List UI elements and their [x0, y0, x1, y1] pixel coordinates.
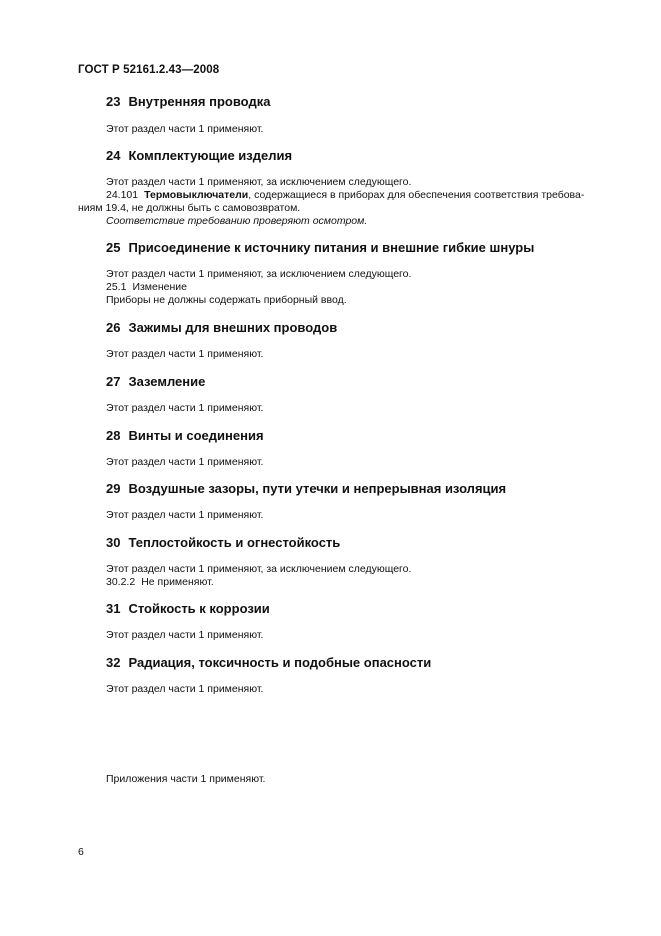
section-text: Этот раздел части 1 применяют, за исключением следующего. [106, 268, 412, 280]
section-title: Стойкость к коррозии [128, 601, 270, 616]
section-heading [106, 94, 270, 109]
clause-text: Приборы не должны содержать приборный ввод. [106, 294, 347, 306]
section-title: Теплостойкость и огнестойкость [128, 535, 341, 550]
section-number: 32 [106, 655, 121, 670]
section-title: Радиация, токсичность и подобные опасности [128, 655, 432, 670]
section-number: 27 [106, 374, 121, 389]
section-heading [106, 320, 337, 335]
section-number: 30 [106, 535, 121, 550]
appendix-note: Приложения части 1 применяют. [106, 773, 266, 785]
section-text: Этот раздел части 1 применяют, за исключением следующего. [106, 176, 412, 188]
clause-number: 30.2.2 [106, 576, 136, 588]
section-title: Комплектующие изделия [128, 148, 293, 163]
clause-term: Термовыключатели [144, 189, 249, 201]
section-text: Этот раздел части 1 применяют. [106, 123, 264, 135]
clause-label: Изменение [132, 281, 187, 293]
section-heading [106, 148, 292, 163]
section-title: Внутренняя проводка [128, 94, 271, 109]
section-number: 28 [106, 428, 121, 443]
clause-25-1 [106, 281, 187, 294]
section-number: 29 [106, 481, 121, 496]
section-number: 24 [106, 148, 121, 163]
section-heading [106, 428, 264, 443]
section-text: Этот раздел части 1 применяют. [106, 402, 264, 414]
section-heading [106, 601, 270, 616]
section-heading [106, 655, 431, 670]
compliance-note: Соответствие требованию проверяют осмотром. [106, 215, 368, 227]
section-title: Присоединение к источнику питания и внешние гибкие шнуры [128, 240, 535, 255]
section-title: Винты и соединения [128, 428, 264, 443]
clause-24-101 [106, 189, 584, 202]
section-number: 31 [106, 601, 121, 616]
clause-text-continued: ниям 19.4, не должны быть с самовозвратом. [78, 202, 301, 214]
section-text: Этот раздел части 1 применяют. [106, 348, 264, 360]
section-heading [106, 481, 506, 496]
section-title: Воздушные зазоры, пути утечки и непрерывная изоляция [128, 481, 507, 496]
section-text: Этот раздел части 1 применяют. [106, 509, 264, 521]
section-heading [106, 535, 340, 550]
section-title: Заземление [128, 374, 206, 389]
section-number: 23 [106, 94, 121, 109]
clause-number: 24.101 [106, 189, 139, 201]
section-text: Этот раздел части 1 применяют. [106, 456, 264, 468]
clause-text: Не применяют. [141, 576, 214, 588]
page-number: 6 [78, 846, 84, 858]
section-title: Зажимы для внешних проводов [128, 320, 338, 335]
section-number: 25 [106, 240, 121, 255]
clause-text: , содержащиеся в приборах для обеспечения соответствия требова- [248, 189, 585, 201]
clause-number: 25.1 [106, 281, 127, 293]
section-text: Этот раздел части 1 применяют, за исключением следующего. [106, 563, 412, 575]
section-text: Этот раздел части 1 применяют. [106, 683, 264, 695]
section-heading [106, 240, 534, 255]
section-heading [106, 374, 205, 389]
section-text: Этот раздел части 1 применяют. [106, 629, 264, 641]
section-number: 26 [106, 320, 121, 335]
clause-30-2-2 [106, 576, 214, 589]
document-code: ГОСТ Р 52161.2.43—2008 [78, 64, 220, 76]
